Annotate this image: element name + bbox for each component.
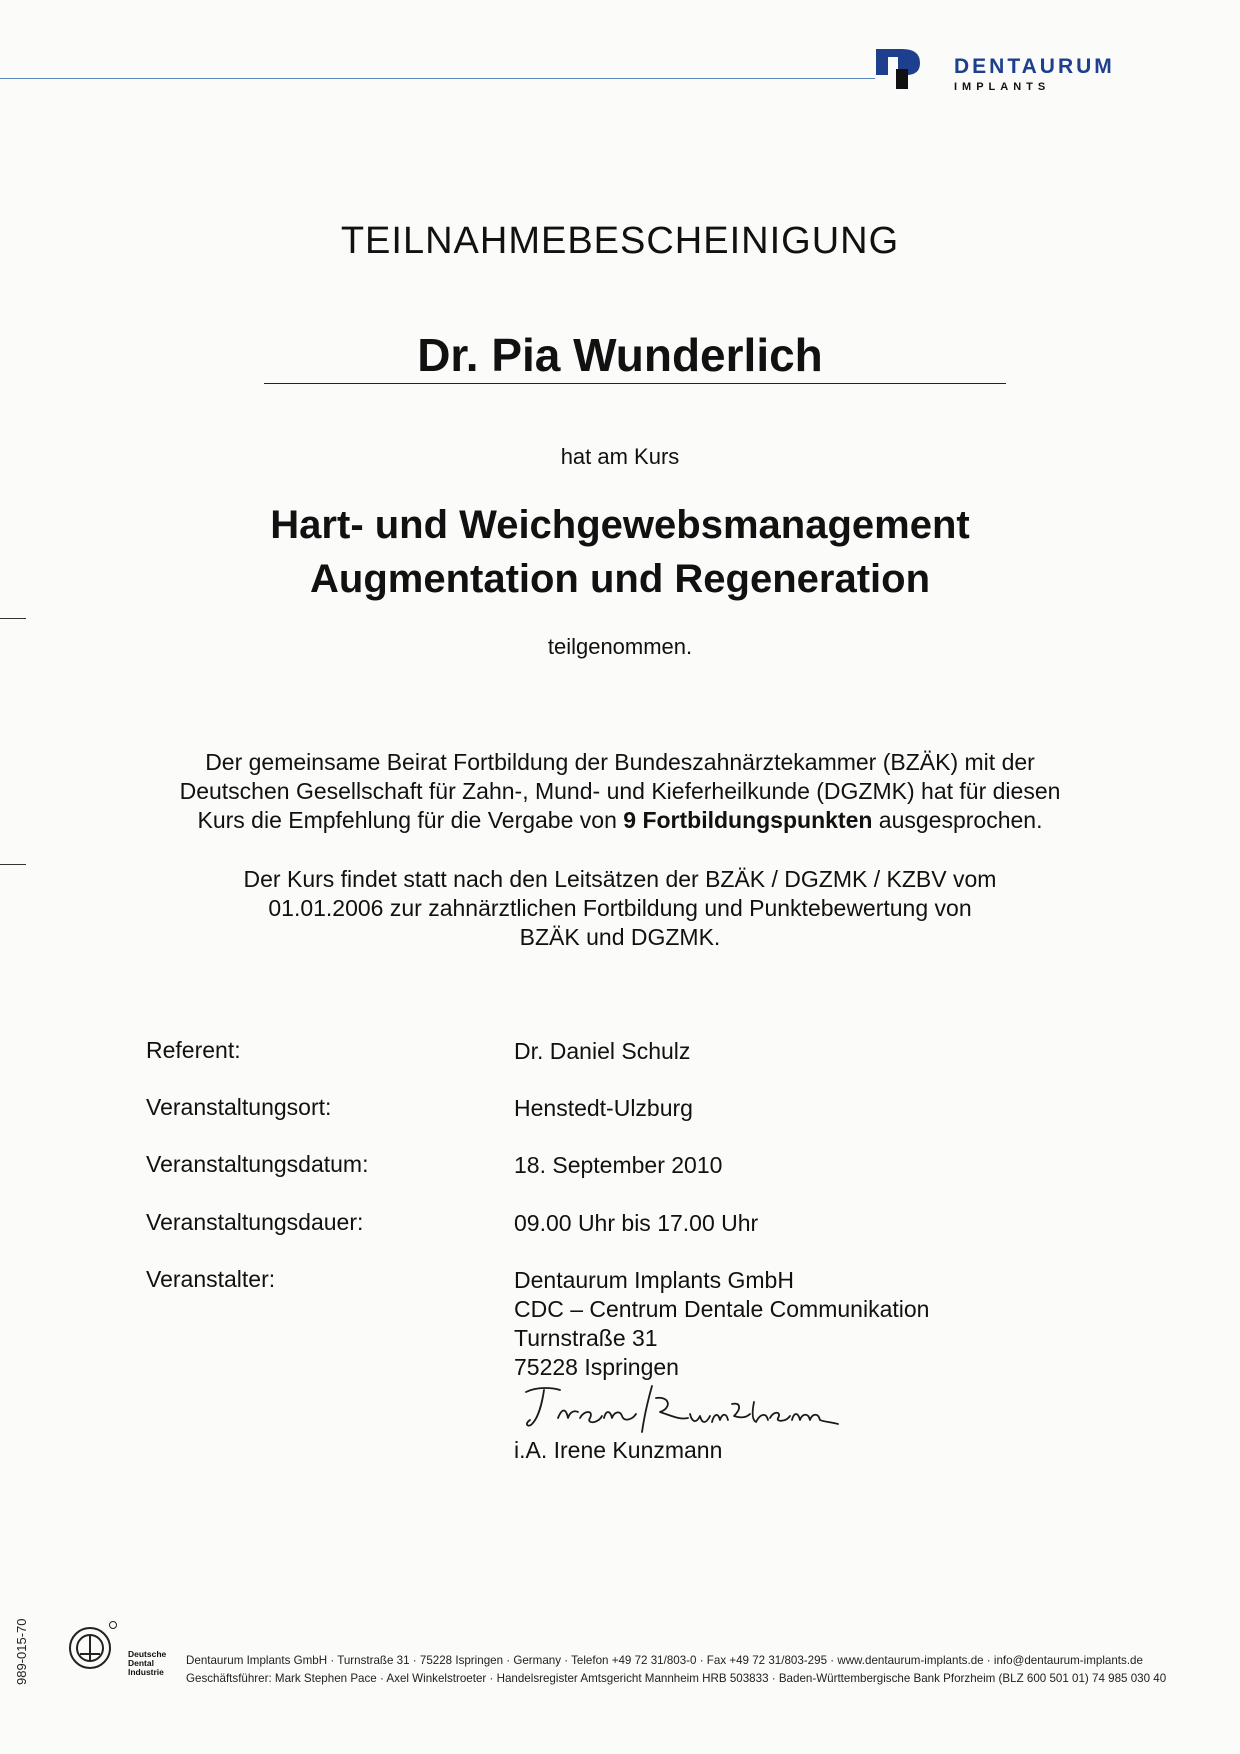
points-highlight: 9 Fortbildungspunkten: [623, 807, 873, 833]
dentaurum-logo-icon: [876, 47, 924, 89]
date-value: 18. September 2010: [514, 1152, 723, 1178]
completion-line: teilgenommen.: [547, 634, 693, 659]
paragraph-text: ausgesprochen.: [872, 807, 1043, 833]
ddi-seal-icon: [66, 1620, 118, 1672]
paragraph-line: BZÄK und DGZMK.: [519, 924, 721, 950]
duration-label: Veranstaltungsdauer:: [146, 1209, 364, 1235]
organizer-address: [514, 1266, 929, 1382]
ddi-label-line: Deutsche: [128, 1649, 167, 1659]
guidelines-paragraph: [0, 865, 1240, 952]
organizer-line: Dentaurum Implants GmbH: [514, 1267, 794, 1293]
organizer-label: Veranstalter:: [146, 1266, 276, 1292]
course-title-line-2: Augmentation und Regeneration: [310, 557, 930, 601]
paragraph-text: Kurs die Empfehlung für die Vergabe von: [197, 807, 624, 833]
referent-label: Referent:: [146, 1037, 241, 1063]
ddi-label: [128, 1650, 176, 1677]
ddi-label-line: Industrie: [128, 1667, 164, 1677]
paragraph-line: Der gemeinsame Beirat Fortbildung der Bundeszahnärztekammer (BZÄK) mit der: [205, 749, 1035, 775]
margin-tick: [0, 618, 26, 619]
header-rule: [0, 78, 875, 79]
location-value: Henstedt-Ulzburg: [514, 1095, 693, 1121]
logo-subtitle: IMPLANTS: [954, 81, 1051, 93]
paragraph-line: [0, 806, 1240, 835]
paragraph-line: 01.01.2006 zur zahnärztlichen Fortbildung und Punktebewertung von: [268, 895, 972, 921]
recipient-name: Dr. Pia Wunderlich: [417, 329, 823, 381]
accreditation-paragraph: [0, 748, 1240, 835]
organizer-line: 75228 Ispringen: [514, 1354, 679, 1380]
name-underline: [264, 383, 1006, 384]
document-number: 989-015-70: [14, 1618, 29, 1685]
logo-name: DENTAURUM: [954, 55, 1115, 78]
course-title-line-1: Hart- und Weichgewebsmanagement: [270, 503, 970, 547]
organizer-line: Turnstraße 31: [514, 1325, 658, 1351]
duration-value: 09.00 Uhr bis 17.00 Uhr: [514, 1210, 759, 1236]
ddi-label-line: Dental: [128, 1658, 154, 1668]
referent-value: Dr. Daniel Schulz: [514, 1038, 691, 1064]
location-label: Veranstaltungsort:: [146, 1094, 332, 1120]
signatory-name: i.A. Irene Kunzmann: [514, 1437, 723, 1463]
date-label: Veranstaltungsdatum:: [146, 1151, 369, 1177]
intro-line: hat am Kurs: [560, 444, 680, 469]
footer-registration-line: Geschäftsführer: Mark Stephen Pace · Axel Winkelstroeter · Handelsregister Amtsgericht Mannheim HRB 503833 · Baden-Württembergische Bank Pforzheim (BLZ 600 501 01) 74 985 030 40: [186, 1672, 1167, 1685]
footer-contact-line: Dentaurum Implants GmbH · Turnstraße 31 · 75228 Ispringen · Germany · Telefon +49 72 31/803-0 · Fax +49 72 31/803-295 · www.dentaurum-implants.de · info@dentaurum-implants.de: [186, 1654, 1143, 1667]
certificate-title: TEILNAHMEBESCHEINIGUNG: [340, 220, 900, 262]
paragraph-line: Deutschen Gesellschaft für Zahn-, Mund- und Kieferheilkunde (DGZMK) hat für diesen: [179, 778, 1061, 804]
dentaurum-logo: [876, 47, 1196, 95]
organizer-line: CDC – Centrum Dentale Communikation: [514, 1296, 930, 1322]
paragraph-line: Der Kurs findet statt nach den Leitsätzen der BZÄK / DGZMK / KZBV vom: [243, 866, 997, 892]
